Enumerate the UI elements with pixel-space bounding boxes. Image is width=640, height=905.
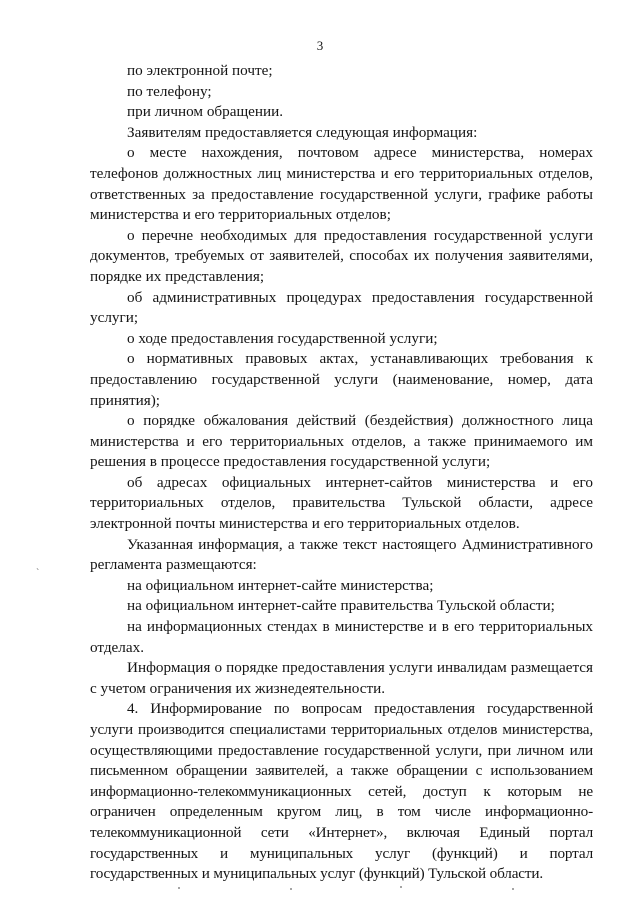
paragraph-placement-intro: Указанная информация, а также текст настоящего Административного регламента размещаются: xyxy=(90,535,593,574)
scan-mark: ` xyxy=(36,568,40,579)
paragraph-info-intro: Заявителям предоставляется следующая информация: xyxy=(127,123,478,141)
document-body xyxy=(90,61,593,885)
paragraph-stands: на информационных стендах в министерстве и в его территориальных отделах. xyxy=(90,618,593,656)
paragraph-appeal: о порядке обжалования действий (бездействия) должностного лица министерства и его территориальных отделов, а также принимаемого им решения в процессе предоставления государственной услуги; xyxy=(90,412,593,471)
paragraph-email: по электронной почте; xyxy=(127,62,273,79)
scan-artifacts xyxy=(0,884,640,892)
paragraph-normative-acts: о нормативных правовых актах, устанавливающих требования к предоставлению государственной услуги (наименование, номер, дата принятия); xyxy=(90,350,593,409)
paragraph-progress: о ходе предоставления государственной услуги; xyxy=(127,329,438,347)
paragraph-documents: о перечне необходимых для предоставления государственной услуги документов, требуемых от заявителей, способах их получения заявителями, порядке их представления; xyxy=(90,226,593,285)
paragraph-websites: об адресах официальных интернет-сайтов министерства и его территориальных отделов, правительства Тульской области, адресе электронной почты министерства и его территориальных отделов. xyxy=(90,473,593,533)
paragraph-ministry-site: на официальном интернет-сайте министерства; xyxy=(127,576,434,594)
paragraph-location: о месте нахождения, почтовом адресе министерства, номерах телефонов должностных лиц министерства и его территориальных отделов, ответственных за предоставление государственной услуги, графике работы министерства и его территориальных отделов; xyxy=(90,144,593,224)
paragraph-procedures: об административных процедурах предоставления государственной услуги; xyxy=(90,288,593,327)
paragraph-disabled: Информация о порядке предоставления услуги инвалидам размещается с учетом ограничения их жизнедеятельности. xyxy=(90,659,593,697)
paragraph-section-4: 4. Информирование по вопросам предоставления государственной услуги производится специалистами территориальных отделов министерства, осуществляющими предоставление государственной услуги, при личном или письменном обращении заявителей, а также обращении с использованием информационно-телекоммуникационных сетей, доступ к которым не ограничен определенным кругом лиц, в том числе информационно-телекоммуникационной сети «Интернет», включая Единый портал государственных и муниципальных услуг (функций) и портал государственных и муниципальных услуг (функций) Тульской области. xyxy=(90,700,593,883)
paragraph-phone: по телефону; xyxy=(127,82,212,100)
paragraph-government-site: на официальном интернет-сайте правительства Тульской области; xyxy=(127,597,555,615)
paragraph-personal: при личном обращении. xyxy=(127,103,284,121)
page-number: 3 xyxy=(316,38,324,53)
